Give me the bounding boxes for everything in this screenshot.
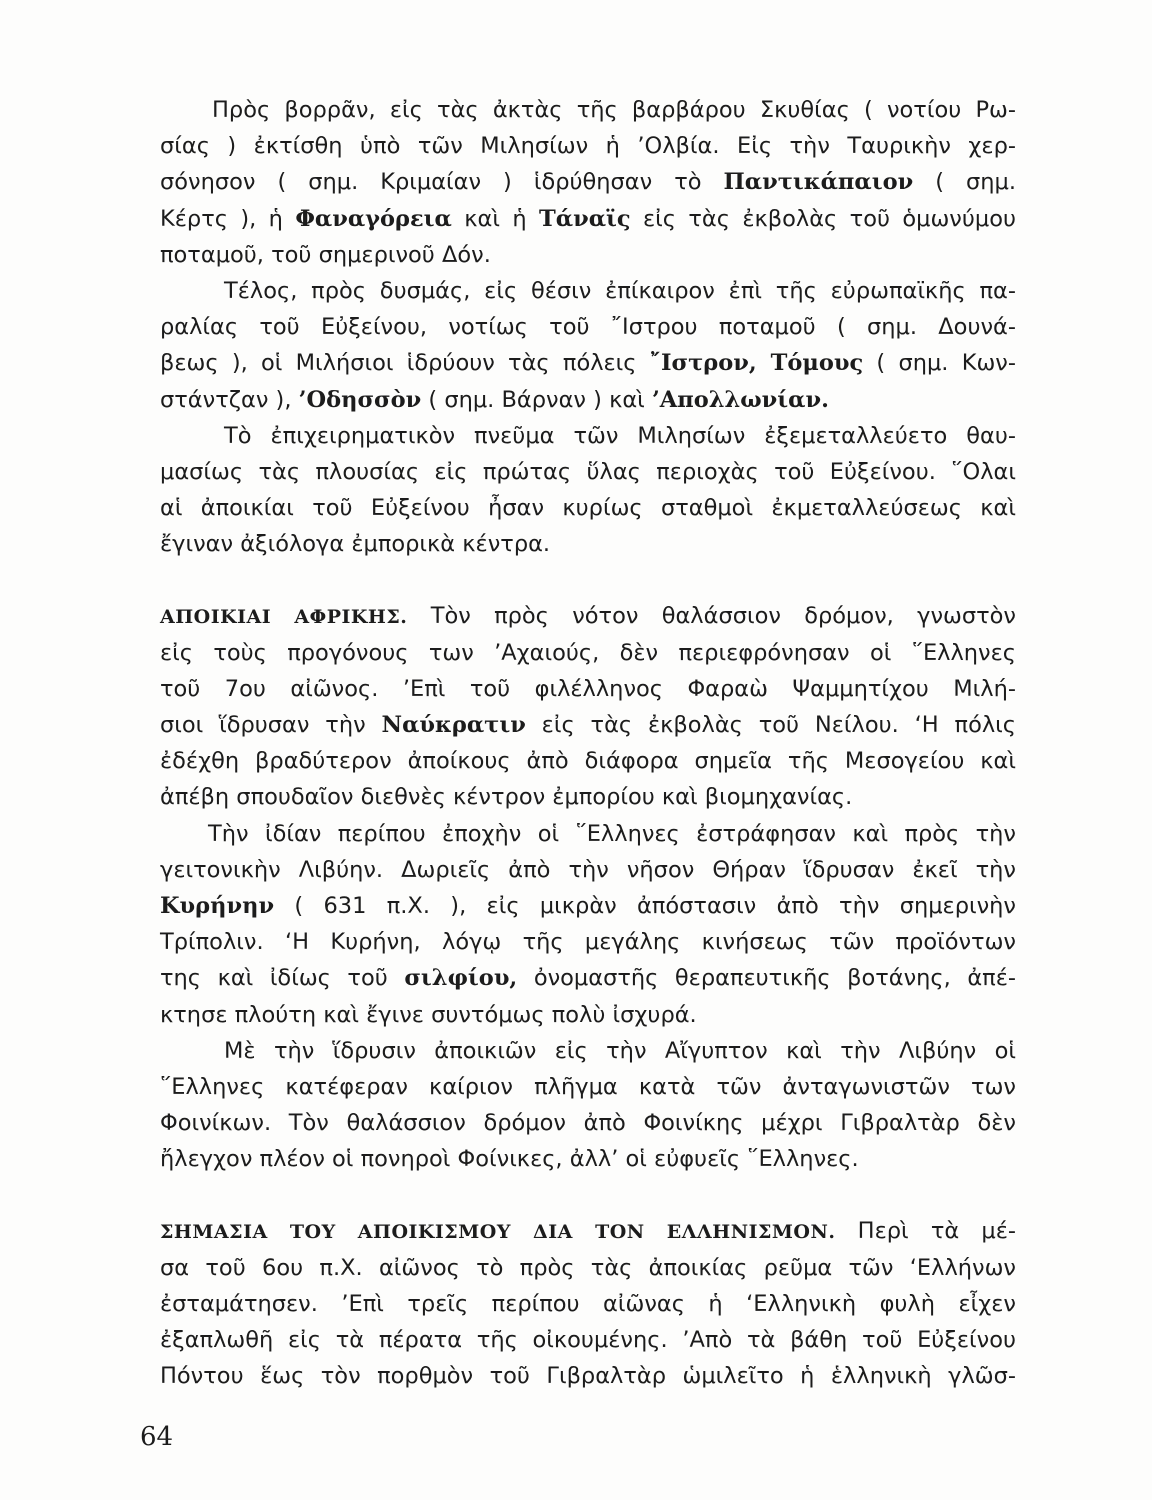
section-significance xyxy=(160,1213,1016,1394)
text-line xyxy=(160,1322,1016,1358)
text-line xyxy=(160,671,1016,707)
text-span: εἰς τοὺς προγόνους των ’Αχαιούς, δὲν περιεφρόνησαν οἱ ῞Ελληνες xyxy=(160,639,1016,666)
text-span: ὀνομαστῆς θεραπευτικῆς βοτάνης, ἀπέ- xyxy=(517,965,1016,992)
text-span: καὶ ἡ xyxy=(451,205,540,232)
bold-term: σιλφίου, xyxy=(404,965,518,992)
body-text xyxy=(160,92,1016,1394)
bold-place-name: ’Οδησσὸν xyxy=(298,386,422,413)
text-line xyxy=(160,345,1016,381)
text-span: ( σημ. Βάρναν ) καὶ xyxy=(421,386,652,413)
text-line xyxy=(160,960,1016,996)
bold-place-name: Φαναγόρεια xyxy=(295,205,452,232)
text-line xyxy=(160,1286,1016,1322)
section-african-colonies xyxy=(160,598,1016,815)
text-line xyxy=(160,454,1016,490)
text-line xyxy=(160,852,1016,888)
text-span: εἰς τὰς ἐκβολὰς τοῦ ὁμωνύμου xyxy=(630,205,1016,232)
text-span: της καὶ ἰδίως τοῦ xyxy=(160,965,405,992)
text-line xyxy=(160,273,1016,309)
text-line xyxy=(160,1141,1016,1177)
bold-place-name: Κυρήνην xyxy=(160,892,275,919)
text-span: ( σημ. Κων- xyxy=(863,350,1016,377)
text-line xyxy=(160,164,1016,200)
text-span: ( σημ. xyxy=(913,169,1016,196)
text-line xyxy=(160,201,1016,237)
text-span: τοῦ 7ου αἰῶνος. ’Επὶ τοῦ φιλέλληνος Φαραὼ Ψαμμητίχου Μιλή- xyxy=(160,675,1016,702)
text-span: Τέλος, πρὸς δυσμάς, εἰς θέσιν ἐπίκαιρον ἐπὶ τῆς εὐρωπαϊκῆς πα- xyxy=(224,277,1016,304)
section-gap xyxy=(160,1177,1016,1213)
bold-place-name: ῎Ιστρον, Τόμους xyxy=(649,350,864,377)
paragraph-phoenicians xyxy=(160,1033,1016,1178)
text-span: ῞Ελληνες κατέφεραν καίριον πλῆγμα κατὰ τῶν ἀνταγωνιστῶν των xyxy=(160,1073,1016,1100)
text-line xyxy=(160,997,1016,1033)
text-line xyxy=(160,526,1016,562)
text-line xyxy=(160,707,1016,743)
text-span: ποταμοῦ, τοῦ σημερινοῦ Δόν. xyxy=(160,241,491,268)
bold-place-name: Ναύκρατιν xyxy=(381,712,526,738)
text-span: Μὲ τὴν ἵδρυσιν ἀποικιῶν εἰς τὴν Αἴγυπτον καὶ τὴν Λιβύην οἱ xyxy=(224,1037,1016,1064)
text-line xyxy=(160,888,1016,924)
text-line xyxy=(160,1250,1016,1286)
text-span: σόνησον ( σημ. Κριμαίαν ) ἱδρύθησαν τὸ xyxy=(160,169,724,196)
paragraph-west-colonies xyxy=(160,273,1016,418)
section-gap xyxy=(160,562,1016,598)
text-span: ( 631 π.Χ. ), εἰς μικρὰν ἀπόστασιν ἀπὸ τὴν σημερινὴν xyxy=(274,892,1016,919)
text-span: ραλίας τοῦ Εὐξείνου, νοτίως τοῦ ῎Ιστρου ποταμοῦ ( σημ. Δουνά- xyxy=(160,314,1016,341)
paragraph-north-colonies xyxy=(160,92,1016,273)
text-span: μασίως τὰς πλουσίας εἰς πρώτας ὕλας περιοχὰς τοῦ Εὐξείνου. ῞Ολαι xyxy=(160,458,1016,485)
text-span: βεως ), οἱ Μιλήσιοι ἱδρύουν τὰς πόλεις xyxy=(160,350,650,377)
text-line xyxy=(160,924,1016,960)
text-line xyxy=(160,779,1016,815)
section-heading: ΑΠΟΙΚΙΑΙ ΑΦΡΙΚΗΣ. xyxy=(160,606,408,629)
text-line xyxy=(160,237,1016,273)
text-span: σα τοῦ 6ου π.Χ. αἰῶνος τὸ πρὸς τὰς ἀποικίας ρεῦμα τῶν ‘Ελλήνων xyxy=(160,1254,1016,1281)
text-line xyxy=(160,1033,1016,1069)
bold-place-name: Παντικάπαιον xyxy=(723,169,914,196)
text-line xyxy=(160,1358,1016,1394)
text-span: γειτονικὴν Λιβύην. Δωριεῖς ἀπὸ τὴν νῆσον Θήραν ἵδρυσαν ἐκεῖ τὴν xyxy=(160,856,1016,883)
text-span: ἤλεγχον πλέον οἱ πονηροὶ Φοίνικες, ἀλλ’ οἱ εὐφυεῖς ῞Ελληνες. xyxy=(160,1146,859,1173)
text-span: Πόντου ἕως τὸν πορθμὸν τοῦ Γιβραλτὰρ ὡμιλεῖτο ἡ ἑλληνικὴ γλῶσ- xyxy=(160,1363,1016,1390)
bold-place-name: Τάναϊς xyxy=(539,205,631,232)
text-span: Τὸ ἐπιχειρηματικὸν πνεῦμα τῶν Μιλησίων ἐξεμεταλλεύετο θαυ- xyxy=(224,422,1016,449)
text-span: κτησε πλούτη καὶ ἔγινε συντόμως πολὺ ἰσχυρά. xyxy=(160,1001,697,1028)
text-span: στάντζαν ), xyxy=(160,386,299,413)
page-number: 64 xyxy=(140,1422,174,1452)
text-span: Πρὸς βορρᾶν, εἰς τὰς ἀκτὰς τῆς βαρβάρου Σκυθίας ( νοτίου Ρω- xyxy=(212,97,1016,123)
text-span: ἐσταμάτησεν. ’Επὶ τρεῖς περίπου αἰῶνας ἡ ‘Ελληνικὴ φυλὴ εἶχεν xyxy=(160,1290,1016,1317)
text-span: ἐδέχθη βραδύτερον ἀποίκους ἀπὸ διάφορα σημεῖα τῆς Μεσογείου καὶ xyxy=(160,748,1016,775)
text-span: ἔγιναν ἀξιόλογα ἐμπορικὰ κέντρα. xyxy=(160,531,551,558)
text-line xyxy=(160,1069,1016,1105)
text-line xyxy=(160,816,1016,852)
text-line xyxy=(160,490,1016,526)
text-line xyxy=(160,418,1016,454)
text-line xyxy=(160,635,1016,671)
text-line xyxy=(160,92,1016,128)
text-span: Τὴν ἰδίαν περίπου ἐποχὴν οἱ ῞Ελληνες ἐστράφησαν καὶ πρὸς τὴν xyxy=(208,820,1016,847)
text-line xyxy=(160,1105,1016,1141)
text-span: ἀπέβη σπουδαῖον διεθνὲς κέντρον ἐμπορίου καὶ βιομηχανίας. xyxy=(160,784,853,811)
text-line xyxy=(160,598,1016,634)
text-span: σίας ) ἐκτίσθη ὑπὸ τῶν Μιλησίων ἡ ’Ολβία. Εἰς τὴν Ταυρικὴν χερ- xyxy=(160,133,1016,160)
text-span: αἱ ἀποικίαι τοῦ Εὐξείνου ἦσαν κυρίως σταθμοὶ ἐκμεταλλεύσεως καὶ xyxy=(160,495,1016,522)
text-span: σιοι ἵδρυσαν τὴν xyxy=(160,712,382,738)
text-span: εἰς τὰς ἐκβολὰς τοῦ Νείλου. ‘Η πόλις xyxy=(525,712,1016,738)
text-line xyxy=(160,1213,1016,1249)
text-span: Τὸν πρὸς νότον θαλάσσιον δρόμον, γνωστὸν xyxy=(407,603,1017,630)
text-line xyxy=(160,382,1016,418)
text-span: Τρίπολιν. ‘Η Κυρήνη, λόγῳ τῆς μεγάλης κινήσεως τῶν προϊόντων xyxy=(160,929,1016,956)
text-line xyxy=(160,743,1016,779)
bold-place-name: ’Απολλωνίαν. xyxy=(651,386,829,413)
text-span: Κέρτς ), ἡ xyxy=(160,205,296,232)
text-line xyxy=(160,309,1016,345)
text-span: ἐξαπλωθῆ εἰς τὰ πέρατα τῆς οἰκουμένης. ’Απὸ τὰ βάθη τοῦ Εὐξείνου xyxy=(160,1327,1016,1353)
text-line xyxy=(160,128,1016,164)
text-span: Περὶ τὰ μέ- xyxy=(835,1218,1016,1245)
section-heading: ΣΗΜΑΣΙΑ ΤΟΥ ΑΠΟΙΚΙΣΜΟΥ ΔΙΑ ΤΟΝ ΕΛΛΗΝΙΣΜΟΝ. xyxy=(160,1221,836,1244)
text-span: Φοινίκων. Τὸν θαλάσσιον δρόμον ἀπὸ Φοινίκης μέχρι Γιβραλτὰρ δὲν xyxy=(160,1110,1016,1137)
paragraph-milesian-spirit xyxy=(160,418,1016,563)
paragraph-cyrene xyxy=(160,816,1016,1033)
